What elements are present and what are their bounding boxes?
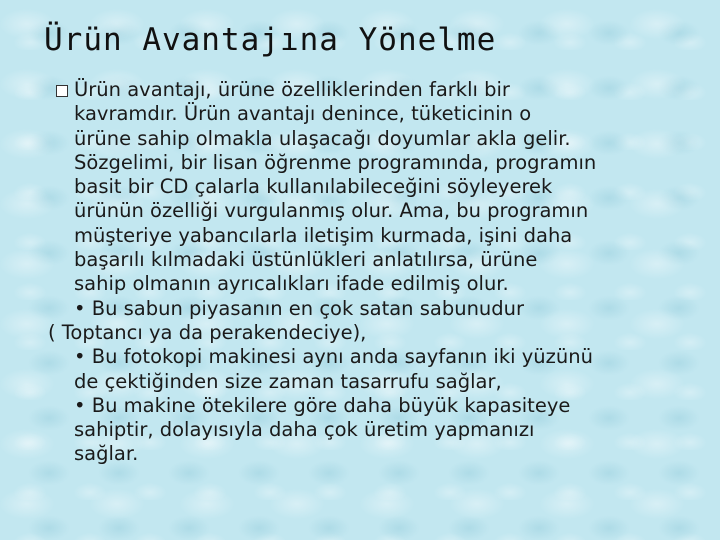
body-line: • Bu fotokopi makinesi aynı anda sayfanın iki yüzünü — [74, 345, 593, 369]
body-line: müşteriye yabancılarla iletişim kurmada, işini daha — [74, 223, 573, 247]
body-line: • Bu makine ötekilere göre daha büyük kapasiteye — [74, 393, 571, 417]
body-line: Sözgelimi, bir lisan öğrenme programında, programın — [74, 150, 597, 174]
body-line: ( Toptancı ya da perakendeciye), — [48, 320, 367, 344]
body-line: Ürün avantajı, ürüne özelliklerinden farklı bir — [74, 78, 510, 101]
body-line: başarılı kılmadaki üstünlükleri anlatılırsa, ürüne — [74, 248, 538, 272]
body-line: kavramdır. Ürün avantajı denince, tüketicinin o — [74, 102, 532, 126]
body-line: de çektiğinden size zaman tasarrufu sağlar, — [74, 369, 502, 393]
body-line: ürünün özelliği vurgulanmış olur. Ama, bu programın — [74, 199, 589, 223]
body-line: ürüne sahip olmakla ulaşacağı doyumlar akla gelir. — [74, 126, 571, 150]
body-line: sağlar. — [74, 442, 139, 466]
slide-title: Ürün Avantajına Yönelme — [44, 22, 497, 58]
body-line: sahip olmanın ayrıcalıkları ifade edilmiş olur. — [74, 272, 509, 296]
body-line: sahiptir, dolayısıyla daha çok üretim yapmanızı — [74, 418, 535, 442]
body-line: basit bir CD çalarla kullanılabileceğini söyleyerek — [74, 175, 553, 199]
body-line: • Bu sabun piyasanın en çok satan sabunudur — [74, 296, 525, 320]
slide-body — [48, 78, 690, 467]
